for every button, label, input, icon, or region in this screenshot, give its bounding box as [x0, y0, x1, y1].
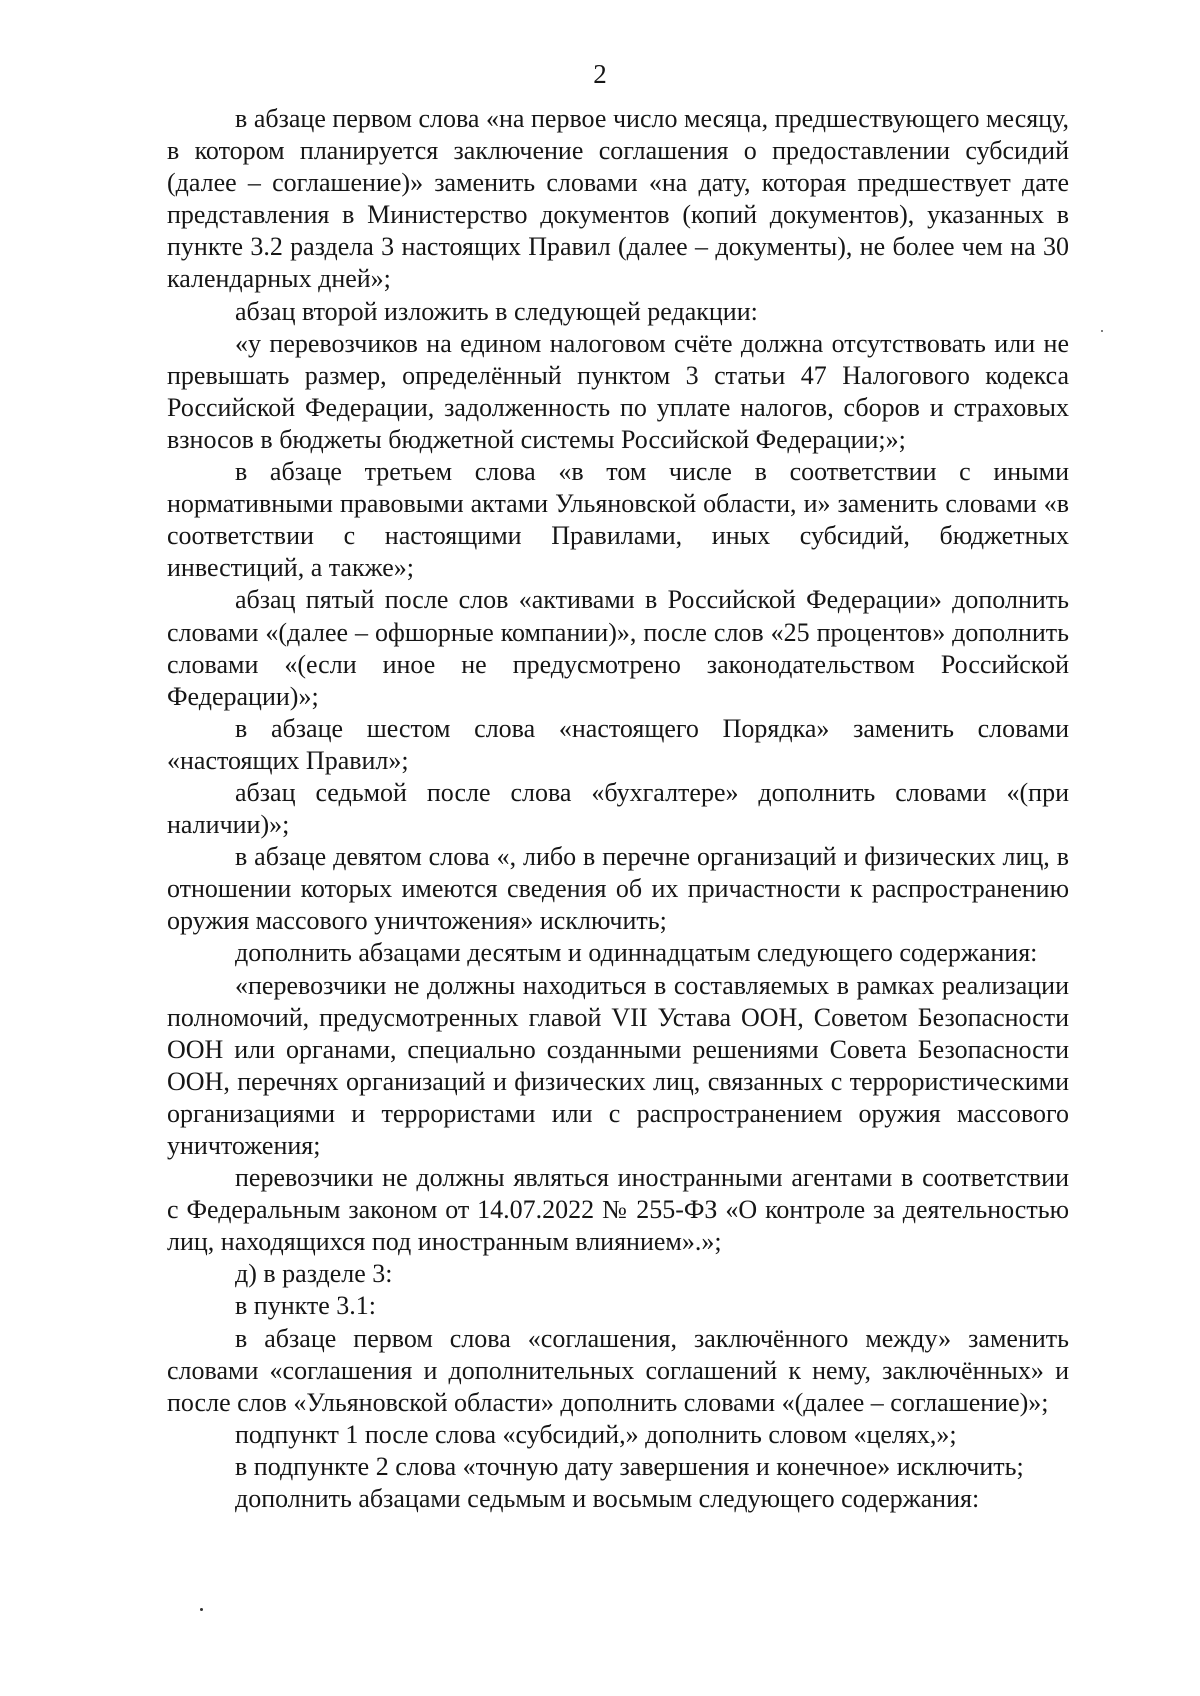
scan-speck	[200, 1608, 203, 1611]
paragraph: «перевозчики не должны находиться в составляемых в рамках реализации полномочий, предусмотренных главой VII Устава ООН, Советом Безопасности ООН или органами, специально созданными решениями Совета Безопасности ООН, перечнях организаций и физических лиц, связанных с террористическими организациями и террористами или с распространением оружия массового уничтожения;	[167, 970, 1069, 1160]
paragraph: абзац пятый после слов «активами в Российской Федерации» дополнить словами «(далее – офшорные компании)», после слов «25 процентов» дополнить словами «(если иное не предусмотрено законодательством Российской Федерации)»;	[167, 585, 1069, 711]
paragraph: в пункте 3.1:	[235, 1291, 377, 1321]
paragraph: перевозчики не должны являться иностранными агентами в соответствии с Федеральным законом от 14.07.2022 № 255-ФЗ «О контроле за деятельностью лиц, находящихся под иностранным влиянием».»;	[167, 1163, 1069, 1257]
paragraph: подпункт 1 после слова «субсидий,» дополнить словом «целях,»;	[235, 1419, 957, 1449]
paragraph: абзац второй изложить в следующей редакции:	[235, 296, 758, 326]
paragraph: в абзаце шестом слова «настоящего Порядка» заменить словами «настоящих Правил»;	[167, 713, 1069, 775]
paragraph: «у перевозчиков на едином налоговом счёте должна отсутствовать или не превышать размер, определённый пунктом 3 статьи 47 Налогового кодекса Российской Федерации, задолженность по уплате налогов, сборов и страховых взносов в бюджеты бюджетной системы Российской Федерации;»;	[167, 328, 1069, 454]
document-body	[167, 103, 1069, 1515]
paragraph: в абзаце первом слова «соглашения, заключённого между» заменить словами «соглашения и дополнительных соглашений к нему, заключённых» и после слов «Ульяновской области» дополнить словами «(далее – соглашение)»;	[167, 1323, 1069, 1417]
paragraph: в абзаце третьем слова «в том числе в соответствии с иными нормативными правовыми актами Ульяновской области, и» заменить словами «в соответствии с настоящими Правилами, иных субсидий, бюджетных инвестиций, а также»;	[167, 457, 1069, 583]
paragraph: в подпункте 2 слова «точную дату завершения и конечное» исключить;	[235, 1451, 1024, 1481]
paragraph: абзац седьмой после слова «бухгалтере» дополнить словами «(при наличии)»;	[167, 777, 1069, 840]
page-number: 2	[593, 59, 607, 89]
scan-speck	[1101, 330, 1103, 332]
paragraph: д) в разделе 3:	[235, 1259, 393, 1289]
paragraph: в абзаце первом слова «на первое число месяца, предшествующего месяцу, в котором планируется заключение соглашения о предоставлении субсидий (далее – соглашение)» заменить словами «на дату, которая предшествует дате представления в Министерство документов (копий документов), указанных в пункте 3.2 раздела 3 настоящих Правил (далее – документы), не более чем на 30 календарных дней»;	[167, 104, 1069, 294]
paragraph: дополнить абзацами седьмым и восьмым следующего содержания:	[235, 1484, 980, 1514]
paragraph: в абзаце девятом слова «, либо в перечне организаций и физических лиц, в отношении которых имеются сведения об их причастности к распространению оружия массового уничтожения» исключить;	[167, 842, 1069, 936]
paragraph: дополнить абзацами десятым и одиннадцатым следующего содержания:	[235, 938, 1038, 968]
